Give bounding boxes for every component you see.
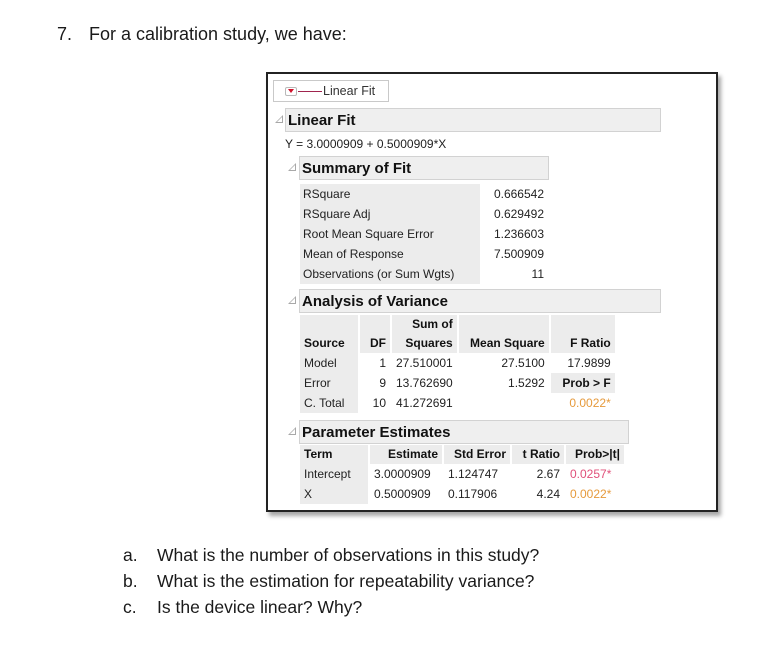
t-ratio-cell: 2.67: [536, 467, 560, 481]
estimate-cell: 0.5000909: [374, 487, 431, 501]
std-error-cell: 1.124747: [448, 467, 499, 481]
pe-header-row: [300, 445, 624, 464]
table-row: [300, 373, 615, 393]
sub-question-a: [123, 542, 539, 568]
term-cell: X: [300, 484, 368, 504]
col-sum-of-squares: [392, 315, 457, 353]
anova-title: Analysis of Variance: [302, 292, 448, 310]
disclosure-triangle-icon[interactable]: [275, 115, 283, 123]
table-row: [300, 393, 615, 413]
linear-fit-legend-label: Linear Fit: [323, 84, 376, 98]
table-row: [300, 484, 624, 504]
ms-cell: [459, 393, 549, 413]
col-ss-line1: Sum of: [412, 317, 453, 331]
linear-fit-legend-button[interactable]: [273, 80, 389, 102]
sub-question-b: [123, 568, 539, 594]
question-title: [57, 24, 347, 45]
ms-cell: 27.5100: [501, 356, 545, 370]
col-mean-square: Mean Square: [459, 315, 549, 353]
mean-response-value: 7.500909: [493, 247, 544, 261]
table-row: [300, 353, 615, 373]
linear-fit-title: Linear Fit: [288, 111, 356, 129]
anova-header-row: [300, 315, 615, 353]
col-term: Term: [300, 445, 368, 464]
disclosure-triangle-icon[interactable]: [288, 296, 296, 304]
prob-f-label: Prob > F: [551, 373, 615, 393]
rsquare-value: 0.666542: [493, 187, 544, 201]
prob-t-cell: 0.0022*: [570, 487, 612, 501]
red-triangle-menu-icon[interactable]: [285, 87, 297, 96]
summary-of-fit-header[interactable]: [299, 156, 549, 180]
rmse-value: 1.236603: [493, 227, 544, 241]
term-cell: Intercept: [300, 464, 368, 484]
col-t-ratio: t Ratio: [512, 445, 564, 464]
regression-equation: Y = 3.0000909 + 0.5000909*X: [285, 137, 447, 151]
summary-of-fit-values: [480, 184, 544, 284]
sub-question-text: Is the device linear? Why?: [157, 597, 363, 617]
question-text: For a calibration study, we have:: [89, 24, 347, 44]
sub-question-letter: a.: [123, 545, 138, 565]
prob-f-value: 0.0022*: [569, 396, 611, 410]
summary-label: Observations (or Sum Wgts): [303, 267, 455, 281]
col-f-ratio: F Ratio: [551, 315, 615, 353]
source-cell: Error: [300, 373, 358, 393]
sub-question-c: [123, 594, 539, 620]
sub-question-text: What is the number of observations in this study?: [157, 545, 540, 565]
disclosure-triangle-icon[interactable]: [288, 163, 296, 171]
observations-value: 11: [531, 267, 544, 281]
summary-of-fit-labels: [300, 184, 480, 284]
source-cell: Model: [300, 353, 358, 373]
jmp-report-window: [266, 72, 718, 512]
question-number: 7.: [57, 24, 73, 44]
disclosure-triangle-icon[interactable]: [288, 427, 296, 435]
rsquare-adj-value: 0.629492: [493, 207, 544, 221]
fit-line-swatch-icon: [298, 91, 322, 92]
col-ss-line2: Squares: [405, 336, 453, 350]
col-prob-t: Prob>|t|: [566, 445, 624, 464]
f-ratio-cell: 17.9899: [567, 356, 611, 370]
sub-question-letter: b.: [123, 571, 138, 591]
ss-cell: 13.762690: [396, 376, 453, 390]
col-std-error: Std Error: [444, 445, 510, 464]
sub-question-letter: c.: [123, 597, 137, 617]
df-cell: 9: [379, 376, 386, 390]
df-cell: 10: [372, 396, 386, 410]
ss-cell: 41.272691: [396, 396, 453, 410]
col-estimate: Estimate: [370, 445, 442, 464]
estimate-cell: 3.0000909: [374, 467, 431, 481]
prob-t-cell: 0.0257*: [570, 467, 612, 481]
summary-of-fit-title: Summary of Fit: [302, 159, 412, 177]
parameter-estimates-header[interactable]: [299, 420, 629, 444]
summary-label: Mean of Response: [303, 247, 404, 261]
parameter-estimates-table: [300, 445, 624, 504]
t-ratio-cell: 4.24: [536, 487, 560, 501]
anova-table: [300, 315, 615, 413]
parameter-estimates-title: Parameter Estimates: [302, 423, 451, 441]
linear-fit-header[interactable]: [285, 108, 661, 132]
summary-label: Root Mean Square Error: [303, 227, 434, 241]
col-df: DF: [360, 315, 390, 353]
sub-questions: [123, 542, 539, 620]
sub-question-text: What is the estimation for repeatability variance?: [157, 571, 535, 591]
anova-header[interactable]: [299, 289, 661, 313]
ms-cell: 1.5292: [508, 376, 545, 390]
source-cell: C. Total: [300, 393, 358, 413]
table-row: [300, 464, 624, 484]
std-error-cell: 0.117906: [448, 487, 498, 501]
col-source: Source: [300, 315, 358, 353]
ss-cell: 27.510001: [396, 356, 453, 370]
summary-label: RSquare Adj: [303, 207, 371, 221]
df-cell: 1: [379, 356, 386, 370]
summary-label: RSquare: [303, 187, 351, 201]
